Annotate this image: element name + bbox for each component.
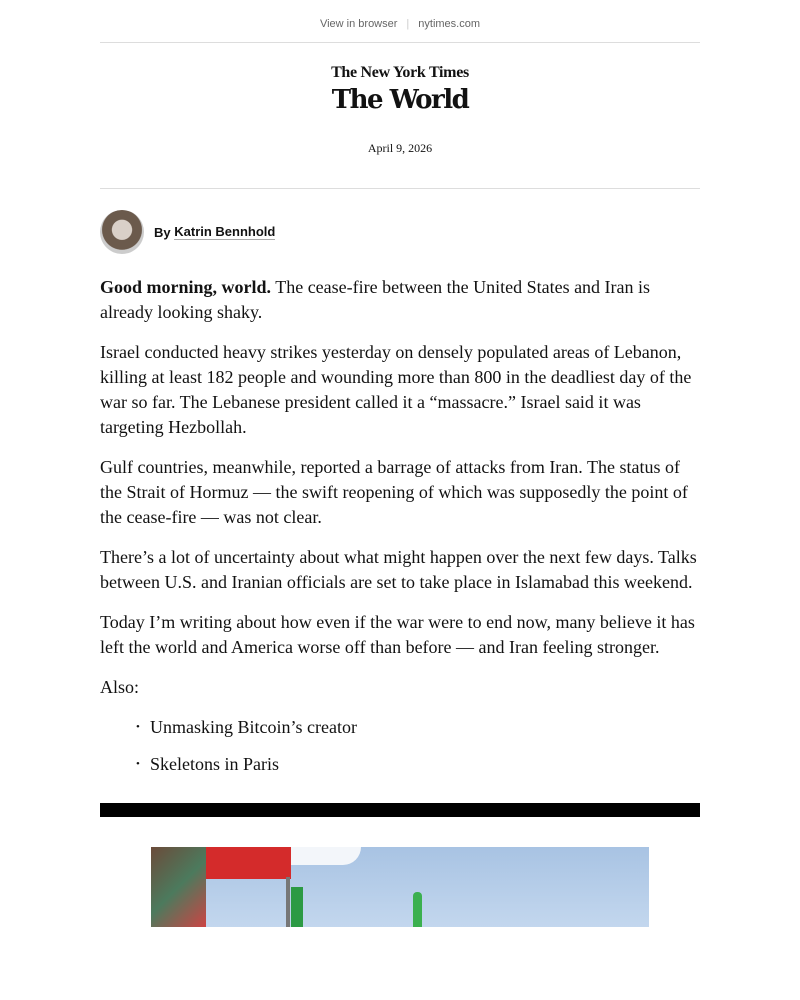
byline <box>100 189 700 275</box>
paragraph: Also: <box>100 677 140 697</box>
list-item[interactable]: • Unmasking Bitcoin’s creator <box>150 715 700 740</box>
photo-green-flag <box>291 887 303 927</box>
author-link[interactable]: Katrin Bennhold <box>174 224 276 239</box>
masthead <box>100 43 700 188</box>
newsletter-title: The World <box>331 85 469 115</box>
byline-prefix: By <box>154 224 171 240</box>
paragraph: There’s a lot of uncertainty about what might happen over the next few days. Talks between U.S. and Iranian officials are set to take place in Islamabad this weekend. <box>100 547 697 592</box>
lead-text: The cease-fire between the United States and Iran is already looking shaky. <box>100 277 651 322</box>
lead-paragraph <box>100 275 700 325</box>
lead-photo[interactable] <box>151 847 649 927</box>
photo-poster <box>151 847 206 927</box>
photo-red-flag <box>206 847 291 879</box>
nytimes-link[interactable]: nytimes.com <box>418 18 481 30</box>
top-links <box>0 0 800 42</box>
divider: | <box>406 18 410 30</box>
paragraph: Today I’m writing about how even if the war were to end now, many believe it has left the world and America worse off than before — and Iran feeling stronger. <box>100 612 695 657</box>
avatar <box>100 210 144 254</box>
also-list <box>100 715 700 777</box>
photo-flagpole <box>286 877 290 927</box>
greeting: Good morning, world. <box>100 277 272 297</box>
list-item[interactable]: • Skeletons in Paris <box>150 752 700 777</box>
nyt-logo[interactable]: The New York Times <box>331 64 469 81</box>
date: April 9, 2026 <box>367 141 433 155</box>
photo-green-object <box>413 892 422 927</box>
paragraph: Gulf countries, meanwhile, reported a barrage of attacks from Iran. The status of the Strait of Hormuz — the swift reopening of which was supposedly the point of the cease-fire — was not clear. <box>100 457 688 527</box>
section-divider-bar <box>100 803 700 817</box>
paragraph: Israel conducted heavy strikes yesterday on densely populated areas of Lebanon, killing at least 182 people and wounding more than 800 in the deadliest day of the war so far. The Lebanese president called it a “massacre.” Israel said it was targeting Hezbollah. <box>100 342 692 437</box>
view-in-browser-link[interactable]: View in browser <box>319 18 398 30</box>
